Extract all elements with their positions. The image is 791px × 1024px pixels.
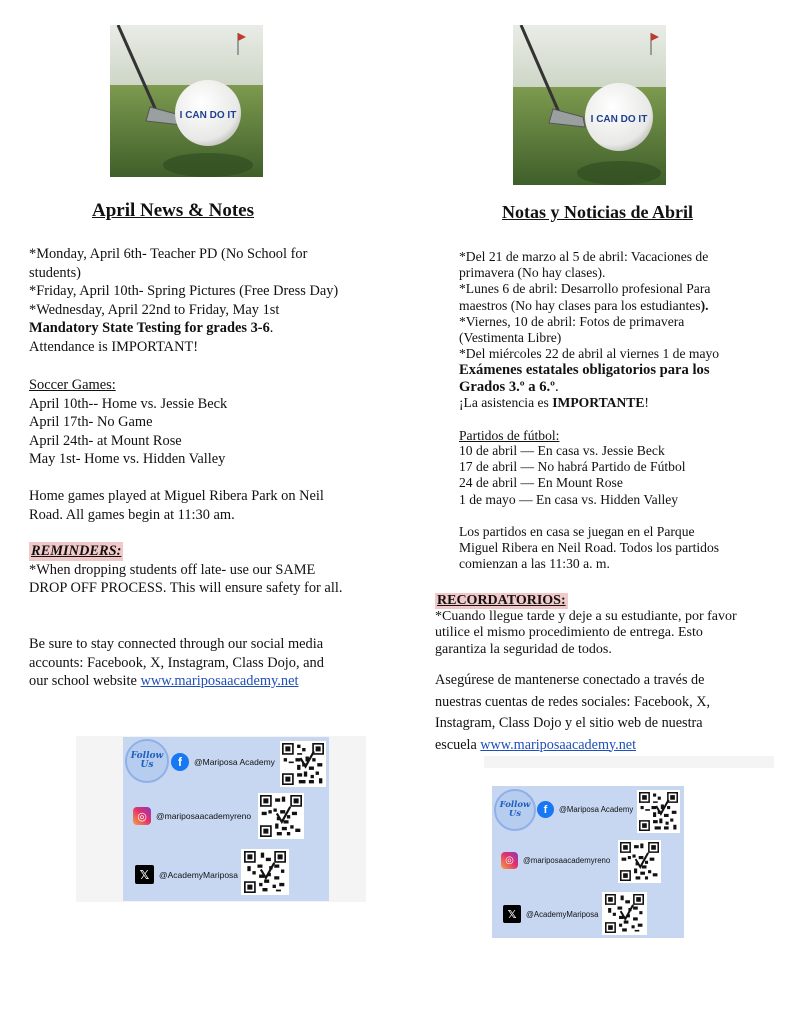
game-line: 1 de mayo — En casa vs. Hidden Valley [459,491,679,507]
game-line: April 17th- No Game [29,414,153,430]
event-line: maestros (No hay clases para los estudiantes). [459,297,709,313]
reminder-line: garantiza la seguridad de todos. [435,641,612,657]
qr-code-facebook [637,790,680,833]
reminder-line: *When dropping students off late- use our SAME [29,561,316,578]
connect-line: nuestras cuentas de redes sociales: Facebook, X, [435,693,710,710]
event-line: *Lunes 6 de abril: Desarrollo profesional Para [459,281,711,297]
golf-ball-label: I CAN DO IT [590,114,648,125]
soccer-games-english [29,376,374,469]
follow-us-badge [125,739,169,783]
qr-code-facebook [280,741,326,787]
event-line: *Del 21 de marzo al 5 de abril: Vacaciones de [459,249,709,264]
game-line: 17 de abril — No habrá Partido de Fútbol [459,459,686,475]
qr-code-instagram [258,793,304,839]
instagram-icon: ◎ [133,807,151,825]
website-link[interactable]: www.mariposaacademy.net [140,673,299,689]
facebook-row[interactable] [171,753,275,771]
facebook-handle: @Mariposa Academy [559,805,634,814]
event-line: students) [29,264,81,281]
event-line: *Viernes, 10 de abril: Fotos de primavera [459,313,685,329]
website-line: escuela www.mariposaacademy.net [435,736,637,753]
attendance-line: ¡La asistencia es IMPORTANTE! [459,394,649,410]
reminders-heading: RECORDATORIOS: [437,593,566,608]
facebook-handle: @Mariposa Academy [194,757,275,767]
reminders-english [29,542,374,598]
soccer-games-spanish [459,443,789,508]
testing-line: Mandatory State Testing for grades 3-6. [29,320,274,336]
facebook-row[interactable] [537,801,633,818]
game-line: May 1st- Home vs. Hidden Valley [29,451,226,467]
website-link[interactable]: www.mariposaacademy.net [480,736,637,753]
connect-line: Be sure to stay connected through our social media [29,636,324,652]
qr-code-x [602,892,647,935]
reminders-spanish [435,593,785,658]
golf-ball-label: I CAN DO IT [179,110,237,121]
event-line: *Del miércoles 22 de abril al viernes 1 de mayo [459,346,720,362]
event-line: primavera (No hay clases). [459,265,606,281]
event-line: *Monday, April 6th- Teacher PD (No School for [29,246,308,262]
reminder-line: *Cuando llegue tarde y deje a su estudiante, por favor [435,609,737,625]
game-line: April 10th-- Home vs. Jessie Beck [29,395,228,412]
event-line: *Friday, April 10th- Spring Pictures (Free Dress Day) [29,283,339,299]
page-title-english: April News & Notes [92,200,255,221]
reminder-line: DROP OFF PROCESS. This will ensure safety for all. [29,580,343,596]
follow-us-label: Follow Us [130,750,164,770]
golf-ball-image [513,25,666,185]
reminders-heading: REMINDERS: [31,543,122,559]
home-games-note-spanish [459,524,789,573]
instagram-handle: @mariposaacademyreno [156,811,252,821]
event-line: (Vestimenta Libre) [459,330,562,346]
page-title-spanish: Notas y Noticias de Abril [502,202,693,222]
x-handle: @AcademyMariposa [159,869,239,880]
connect-note-spanish [435,670,785,756]
home-games-line: comienzan a las 11:30 a. m. [459,556,610,572]
connect-note-english [29,635,374,691]
testing-line: Exámenes estatales obligatorios para los [459,362,710,379]
golf-ball-image [110,25,263,177]
x-row[interactable] [135,865,238,884]
social-card [123,737,329,901]
qr-code-instagram [618,840,661,883]
testing-line: Grados 3.º a 6.º. [459,378,559,395]
connect-line: Instagram, Class Dojo y el sitio web de nuestra [435,715,703,731]
connect-line: accounts: Facebook, X, Instagram, Class Dojo, and [29,654,324,671]
soccer-heading: Partidos de fútbol: [459,428,560,443]
home-games-note-english [29,487,374,524]
connect-line: Asegúrese de mantenerse conectado a través de [435,672,705,688]
home-games-line: Road. All games begin at 11:30 am. [29,506,235,523]
home-games-line: Miguel Ribera en Neil Road. Todos los partidos [459,540,720,556]
events-list-english [29,245,374,356]
qr-code-x [241,849,289,895]
facebook-icon: f [537,801,554,818]
instagram-row[interactable] [133,807,251,825]
reminder-line: utilice el mismo procedimiento de entrega. Esto [435,625,703,641]
follow-us-badge [494,789,536,831]
x-row[interactable] [503,905,598,923]
divider-strip [484,756,774,768]
facebook-icon: f [171,753,189,771]
follow-us-label: Follow Us [499,800,531,819]
website-line: our school website www.mariposaacademy.net [29,673,299,689]
events-list-spanish [459,249,789,411]
soccer-heading: Soccer Games: [29,377,116,393]
instagram-icon: ◎ [501,852,518,869]
x-handle: @AcademyMariposa [526,909,599,919]
instagram-handle: @mariposaacademyreno [523,856,611,865]
social-card [492,786,684,938]
home-games-line: Home games played at Miguel Ribera Park on Neil [29,488,324,504]
instagram-row[interactable] [501,852,610,869]
attendance-line: Attendance is IMPORTANT! [29,338,199,355]
game-line: April 24th- at Mount Rose [29,432,182,449]
soccer-heading-spanish [459,428,789,444]
home-games-line: Los partidos en casa se juegan en el Parque [459,524,695,539]
x-icon: 𝕏 [503,905,521,923]
game-line: 10 de abril — En casa vs. Jessie Beck [459,443,665,458]
event-line: *Wednesday, April 22nd to Friday, May 1st [29,301,280,318]
game-line: 24 de abril — En Mount Rose [459,475,623,491]
x-icon: 𝕏 [135,865,154,884]
